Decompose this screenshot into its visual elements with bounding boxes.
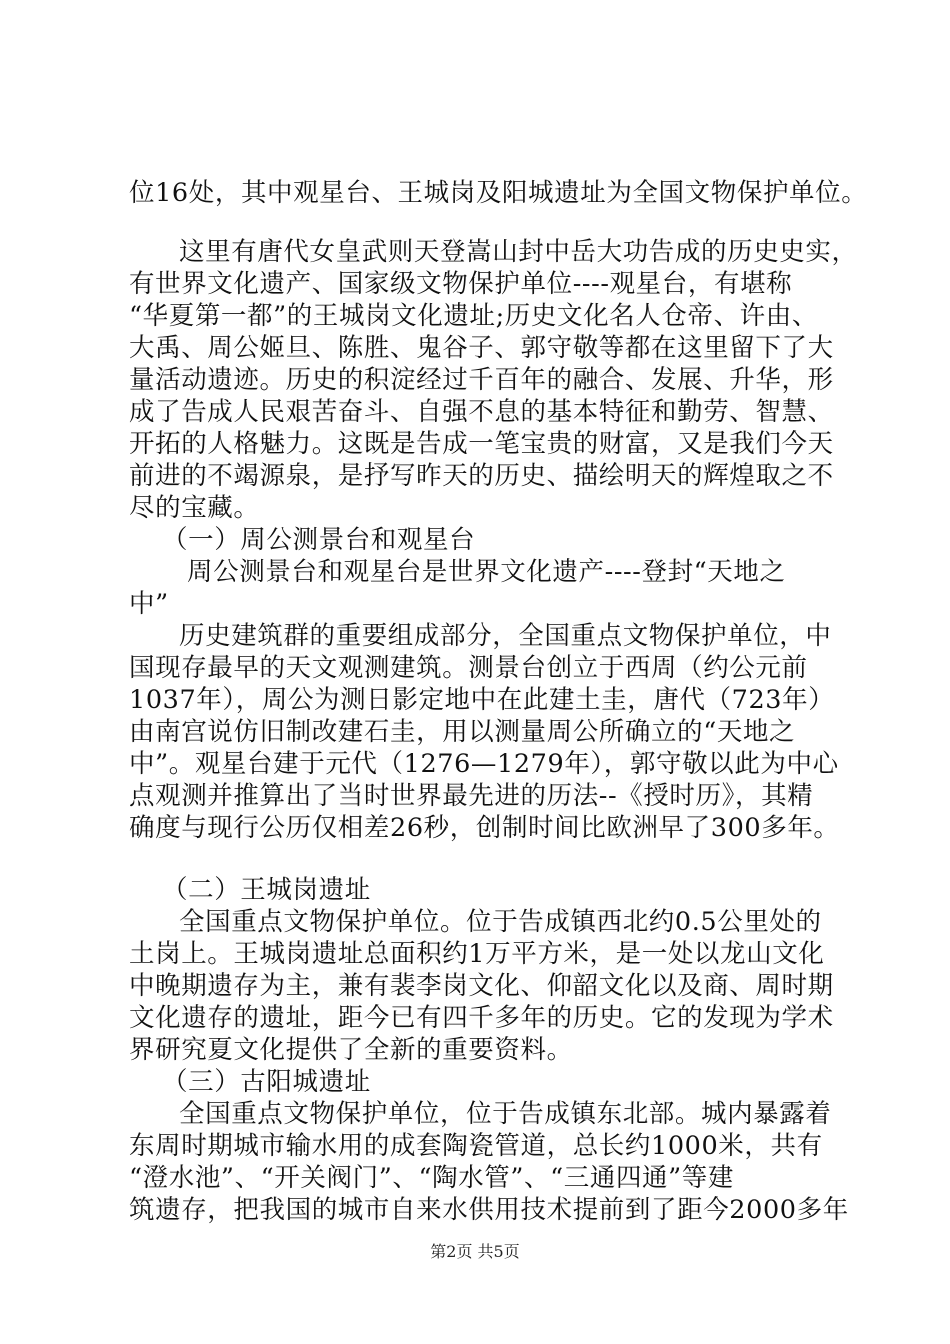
- paragraph-line: 界研究夏文化提供了全新的重要资料。: [129, 1035, 573, 1065]
- paragraph-line: 这里有唐代女皇武则天登嵩山封中岳大功告成的历史史实，: [179, 237, 858, 267]
- page-footer: 第2页 共5页: [430, 1242, 520, 1261]
- paragraph-line: 全国重点文物保护单位，位于告成镇东北部。城内暴露着: [179, 1099, 832, 1129]
- paragraph-line: 中”: [129, 589, 169, 619]
- paragraph-line: 有世界文化遗产、国家级文物保护单位----观星台，有堪称: [129, 269, 793, 299]
- section2-heading: （二）王城岗遗址: [162, 875, 371, 905]
- intro-tail-line: 位16处，其中观星台、王城岗及阳城遗址为全国文物保护单位。: [129, 178, 868, 208]
- paragraph-line: 筑遗存，把我国的城市自来水供用技术提前到了距今2000多年: [129, 1195, 849, 1225]
- paragraph-line: 国现存最早的天文观测建筑。测景台创立于西周（约公元前: [129, 653, 808, 683]
- paragraph-line: “华夏第一都”的王城岗文化遗址;历史文化名人仓帝、许由、: [129, 301, 818, 331]
- paragraph-line: “澄水池”、“开关阀门”、“陶水管”、“三通四通”等建: [129, 1163, 734, 1193]
- section1-heading: （一）周公测景台和观星台: [162, 525, 476, 555]
- paragraph-line: 周公测景台和观星台是世界文化遗产----登封“天地之: [187, 557, 786, 587]
- paragraph-line: 由南宫说仿旧制改建石圭，用以测量周公所确立的“天地之: [129, 717, 796, 747]
- paragraph-line: 文化遗存的遗址，距今已有四千多年的历史。它的发现为学术: [129, 1003, 834, 1033]
- paragraph-line: 成了告成人民艰苦奋斗、自强不息的基本特征和勤劳、智慧、: [129, 397, 834, 427]
- section3-heading: （三）古阳城遗址: [162, 1067, 371, 1097]
- paragraph-line: 历史建筑群的重要组成部分，全国重点文物保护单位，中: [179, 621, 832, 651]
- paragraph-line: 前进的不竭源泉，是抒写昨天的历史、描绘明天的辉煌取之不: [129, 461, 834, 491]
- paragraph-line: 全国重点文物保护单位。位于告成镇西北约0.5公里处的: [179, 907, 822, 937]
- paragraph-line: 开拓的人格魅力。这既是告成一笔宝贵的财富，又是我们今天: [129, 429, 834, 459]
- paragraph-line: 土岗上。王城岗遗址总面积约1万平方米，是一处以龙山文化: [129, 939, 825, 969]
- paragraph-line: 确度与现行公历仅相差26秒，创制时间比欧洲早了300多年。: [129, 813, 840, 843]
- paragraph-line: 中晚期遗存为主，兼有裴李岗文化、仰韶文化以及商、周时期: [129, 971, 834, 1001]
- paragraph-line: 大禹、周公姬旦、陈胜、鬼谷子、郭守敬等都在这里留下了大: [129, 333, 834, 363]
- paragraph-line: 尽的宝藏。: [129, 493, 260, 523]
- paragraph-line: 量活动遗迹。历史的积淀经过千百年的融合、发展、升华，形: [129, 365, 834, 395]
- paragraph-line: 中”。观星台建于元代（1276—1279年），郭守敬以此为中心: [129, 749, 839, 779]
- paragraph-line: 点观测并推算出了当时世界最先进的历法--《授时历》，其精: [129, 781, 814, 811]
- paragraph-line: 1037年），周公为测日影定地中在此建土圭，唐代（723年）: [129, 685, 835, 715]
- paragraph-line: 东周时期城市输水用的成套陶瓷管道，总长约1000米，共有: [129, 1131, 823, 1161]
